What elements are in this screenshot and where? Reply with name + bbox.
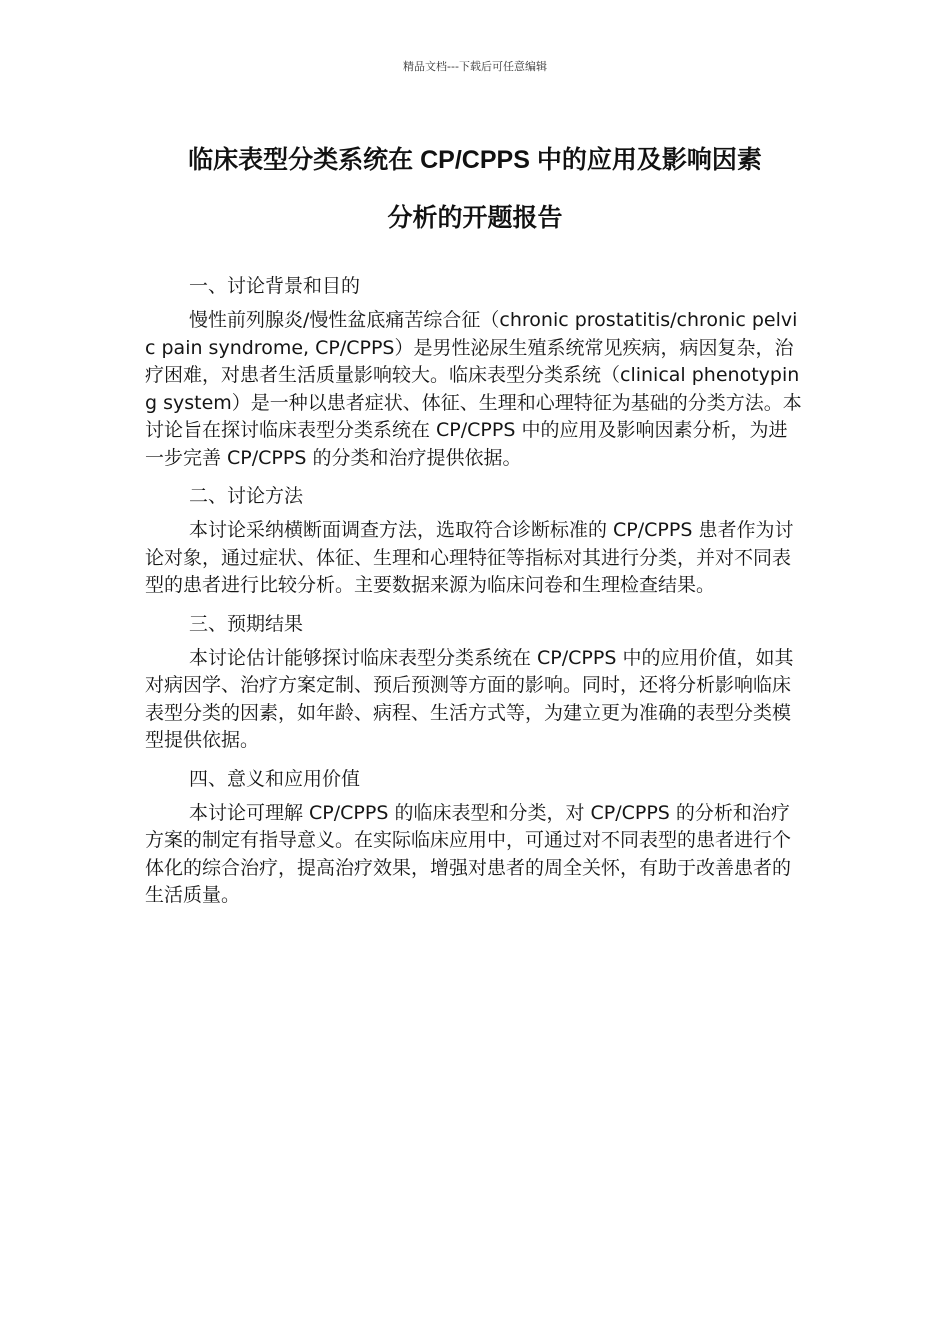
section-expected-results bbox=[145, 608, 805, 755]
section-paragraph: 慢性前列腺炎/慢性盆底痛苦综合征（chronic prostatitis/chronic pelvic pain syndrome, CP/CPPS）是男性泌尿生殖系统常见疾病，病因复杂，治疗困难，对患者生活质量影响较大。临床表型分类系统（clinical phenotyping system）是一种以患者症状、体征、生理和心理特征为基础的分类方法。本讨论旨在探讨临床表型分类系统在 CP/CPPS 中的应用及影响因素分析，为进一步完善 CP/CPPS 的分类和治疗提供依据。 bbox=[145, 309, 802, 469]
section-methods bbox=[145, 480, 805, 600]
section-background bbox=[145, 270, 805, 472]
header-note: 精品文档---下载后可任意编辑 bbox=[403, 60, 547, 73]
section-heading: 二、讨论方法 bbox=[189, 485, 304, 507]
section-heading: 三、预期结果 bbox=[189, 612, 304, 635]
section-paragraph: 本讨论可理解 CP/CPPS 的临床表型和分类，对 CP/CPPS 的分析和治疗方案的制定有指导意义。在实际临床应用中，可通过对不同表型的患者进行个体化的综合治疗，提高治疗效果，增强对患者的周全关怀，有助于改善患者的生活质量。 bbox=[145, 801, 792, 906]
section-paragraph: 本讨论采纳横断面调查方法，选取符合诊断标准的 CP/CPPS 患者作为讨论对象，通过症状、体征、生理和心理特征等指标对其进行分类，并对不同表型的患者进行比较分析。主要数据来源为临床问卷和生理检查结果。 bbox=[145, 519, 794, 596]
section-heading: 一、讨论背景和目的 bbox=[189, 275, 361, 297]
section-heading: 四、意义和应用价值 bbox=[189, 767, 361, 790]
document-body bbox=[145, 270, 805, 918]
section-significance bbox=[145, 763, 805, 910]
document-title-line-1: 临床表型分类系统在 CP/CPPS 中的应用及影响因素 bbox=[188, 146, 762, 174]
section-paragraph: 本讨论估计能够探讨临床表型分类系统在 CP/CPPS 中的应用价值，如其对病因学、治疗方案定制、预后预测等方面的影响。同时，还将分析影响临床表型分类的因素，如年龄、病程、生活方式等，为建立更为准确的表型分类模型提供依据。 bbox=[145, 646, 794, 751]
document-title-line-2: 分析的开题报告 bbox=[387, 204, 563, 232]
